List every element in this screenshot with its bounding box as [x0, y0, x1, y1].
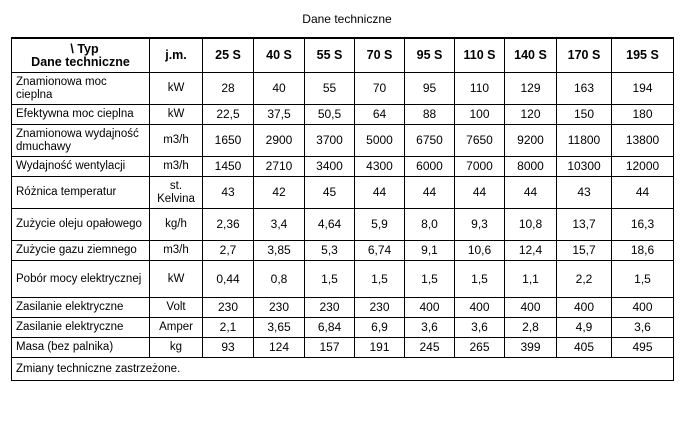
table-row — [12, 338, 674, 358]
table-cell: 2900 — [254, 125, 305, 157]
corner-header — [12, 38, 150, 73]
type-header: 70 S — [355, 38, 405, 73]
table-cell: 120 — [505, 105, 557, 125]
table-cell: 15,7 — [557, 241, 612, 261]
table-cell: 55 — [305, 73, 355, 105]
table-cell: 230 — [203, 298, 254, 318]
row-unit: kW — [150, 73, 203, 105]
table-cell: 37,5 — [254, 105, 305, 125]
row-unit: st. Kelvina — [150, 177, 203, 209]
table-cell: 93 — [203, 338, 254, 358]
table-cell: 18,6 — [612, 241, 674, 261]
table-cell: 4,9 — [557, 318, 612, 338]
table-cell: 12000 — [612, 157, 674, 177]
table-cell: 4,64 — [305, 209, 355, 241]
table-cell: 100 — [455, 105, 505, 125]
table-cell: 3,6 — [612, 318, 674, 338]
table-cell: 400 — [557, 298, 612, 318]
type-header: 40 S — [254, 38, 305, 73]
table-cell: 399 — [505, 338, 557, 358]
table-row — [12, 209, 674, 241]
table-row — [12, 105, 674, 125]
table-cell: 400 — [505, 298, 557, 318]
table-cell: 124 — [254, 338, 305, 358]
table-cell: 2,36 — [203, 209, 254, 241]
row-label: Pobór mocy elektrycznej — [12, 261, 150, 298]
row-label: Zasilanie elektryczne — [12, 318, 150, 338]
row-unit: Amper — [150, 318, 203, 338]
table-cell: 12,4 — [505, 241, 557, 261]
table-cell: 230 — [355, 298, 405, 318]
row-unit: kg/h — [150, 209, 203, 241]
table-cell: 0,8 — [254, 261, 305, 298]
technical-changes-note: Zmiany techniczne zastrzeżone. — [12, 358, 674, 381]
type-header: 195 S — [612, 38, 674, 73]
table-cell: 265 — [455, 338, 505, 358]
table-cell: 110 — [455, 73, 505, 105]
table-cell: 2710 — [254, 157, 305, 177]
table-cell: 43 — [557, 177, 612, 209]
row-unit: kg — [150, 338, 203, 358]
table-cell: 28 — [203, 73, 254, 105]
row-unit: m3/h — [150, 241, 203, 261]
table-cell: 3,85 — [254, 241, 305, 261]
type-header: 170 S — [557, 38, 612, 73]
row-unit: kW — [150, 105, 203, 125]
row-label: Zużycie gazu ziemnego — [12, 241, 150, 261]
table-cell: 7000 — [455, 157, 505, 177]
table-cell: 400 — [455, 298, 505, 318]
row-label: Znamionowa moc cieplna — [12, 73, 150, 105]
table-cell: 2,7 — [203, 241, 254, 261]
table-cell: 191 — [355, 338, 405, 358]
table-cell: 129 — [505, 73, 557, 105]
table-cell: 3400 — [305, 157, 355, 177]
table-cell: 3,4 — [254, 209, 305, 241]
table-cell: 44 — [505, 177, 557, 209]
table-cell: 44 — [355, 177, 405, 209]
row-unit: m3/h — [150, 125, 203, 157]
note-row — [12, 358, 674, 381]
table-cell: 1,5 — [612, 261, 674, 298]
technical-data-table — [11, 37, 674, 381]
unit-header: j.m. — [150, 38, 203, 73]
table-row — [12, 157, 674, 177]
table-cell: 10300 — [557, 157, 612, 177]
table-cell: 400 — [405, 298, 455, 318]
table-cell: 10,8 — [505, 209, 557, 241]
table-row — [12, 73, 674, 105]
table-cell: 163 — [557, 73, 612, 105]
table-cell: 44 — [455, 177, 505, 209]
table-cell: 9,1 — [405, 241, 455, 261]
type-header: 25 S — [203, 38, 254, 73]
table-row — [12, 125, 674, 157]
table-cell: 230 — [305, 298, 355, 318]
row-unit: kW — [150, 261, 203, 298]
table-cell: 6,74 — [355, 241, 405, 261]
table-cell: 4300 — [355, 157, 405, 177]
table-cell: 13800 — [612, 125, 674, 157]
table-cell: 400 — [612, 298, 674, 318]
table-cell: 44 — [612, 177, 674, 209]
table-cell: 10,6 — [455, 241, 505, 261]
table-cell: 3,6 — [405, 318, 455, 338]
table-cell: 1,5 — [355, 261, 405, 298]
table-cell: 3700 — [305, 125, 355, 157]
table-cell: 88 — [405, 105, 455, 125]
table-cell: 40 — [254, 73, 305, 105]
table-cell: 5,3 — [305, 241, 355, 261]
table-cell: 44 — [405, 177, 455, 209]
table-cell: 45 — [305, 177, 355, 209]
table-cell: 5000 — [355, 125, 405, 157]
table-cell: 9,3 — [455, 209, 505, 241]
table-cell: 3,65 — [254, 318, 305, 338]
header-row — [12, 38, 674, 73]
table-caption: Dane techniczne — [302, 12, 392, 26]
corner-data-label: Dane techniczne — [31, 54, 130, 69]
table-cell: 5,9 — [355, 209, 405, 241]
row-label: Masa (bez palnika) — [12, 338, 150, 358]
row-unit: m3/h — [150, 157, 203, 177]
table-cell: 64 — [355, 105, 405, 125]
table-cell: 2,1 — [203, 318, 254, 338]
table-cell: 70 — [355, 73, 405, 105]
table-cell: 1650 — [203, 125, 254, 157]
type-header: 140 S — [505, 38, 557, 73]
table-cell: 9200 — [505, 125, 557, 157]
table-row — [12, 241, 674, 261]
table-cell: 157 — [305, 338, 355, 358]
table-cell: 13,7 — [557, 209, 612, 241]
table-cell: 11800 — [557, 125, 612, 157]
table-cell: 180 — [612, 105, 674, 125]
type-header: 95 S — [405, 38, 455, 73]
table-cell: 6,84 — [305, 318, 355, 338]
corner-type-label: \ Typ — [70, 41, 99, 56]
table-cell: 95 — [405, 73, 455, 105]
table-cell: 1,5 — [455, 261, 505, 298]
table-cell: 2,8 — [505, 318, 557, 338]
table-cell: 245 — [405, 338, 455, 358]
row-label: Zasilanie elektryczne — [12, 298, 150, 318]
type-header: 110 S — [455, 38, 505, 73]
table-cell: 6750 — [405, 125, 455, 157]
table-cell: 1450 — [203, 157, 254, 177]
table-row — [12, 261, 674, 298]
row-label: Znamionowa wydajność dmuchawy — [12, 125, 150, 157]
table-cell: 405 — [557, 338, 612, 358]
row-label: Wydajność wentylacji — [12, 157, 150, 177]
table-row — [12, 298, 674, 318]
table-cell: 8,0 — [405, 209, 455, 241]
table-cell: 495 — [612, 338, 674, 358]
table-cell: 43 — [203, 177, 254, 209]
table-cell: 42 — [254, 177, 305, 209]
table-cell: 50,5 — [305, 105, 355, 125]
table-row — [12, 177, 674, 209]
table-cell: 16,3 — [612, 209, 674, 241]
type-header: 55 S — [305, 38, 355, 73]
table-cell: 1,1 — [505, 261, 557, 298]
table-cell: 230 — [254, 298, 305, 318]
table-cell: 1,5 — [405, 261, 455, 298]
table-cell: 7650 — [455, 125, 505, 157]
table-cell: 1,5 — [305, 261, 355, 298]
table-cell: 194 — [612, 73, 674, 105]
table-cell: 150 — [557, 105, 612, 125]
table-cell: 22,5 — [203, 105, 254, 125]
row-label: Efektywna moc cieplna — [12, 105, 150, 125]
table-cell: 3,6 — [455, 318, 505, 338]
table-cell: 6000 — [405, 157, 455, 177]
table-cell: 8000 — [505, 157, 557, 177]
table-cell: 2,2 — [557, 261, 612, 298]
row-unit: Volt — [150, 298, 203, 318]
table-row — [12, 318, 674, 338]
table-cell: 0,44 — [203, 261, 254, 298]
row-label: Zużycie oleju opałowego — [12, 209, 150, 241]
row-label: Różnica temperatur — [12, 177, 150, 209]
table-cell: 6,9 — [355, 318, 405, 338]
